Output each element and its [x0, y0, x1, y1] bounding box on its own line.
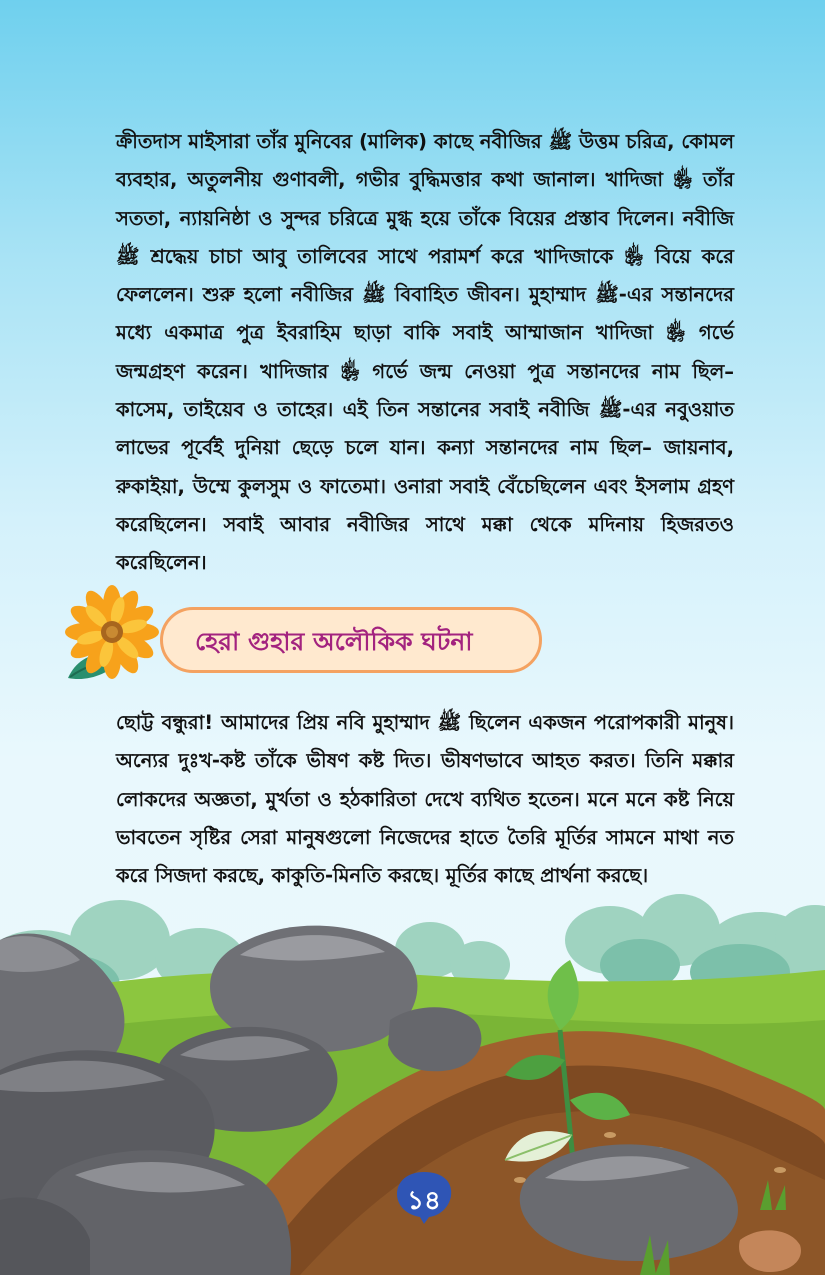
flower-icon [60, 582, 170, 692]
paragraph-1: ক্রীতদাস মাইসারা তাঁর মুনিবের (মালিক) কাছে নবীজির ﷺ উত্তম চরিত্র, কোমল ব্যবহার, অতুলনীয় গুণাবলী, গভীর বুদ্ধিমত্তার কথা জানাল। খাদিজা ﵂ তাঁর সততা, ন্যায়নিষ্ঠা ও সুন্দর চরিত্রে মুগ্ধ হয়ে তাঁকে বিয়ের প্রস্তাব দিলেন। নবীজি ﷺ শ্রদ্ধেয় চাচা আবু তালিবের সাথে পরামর্শ করে খাদিজাকে ﵂ বিয়ে করে ফেললেন। শুরু হলো নবীজির ﷺ বিবাহিত জীবন। মুহাম্মাদ ﷺ-এর সন্তানদের মধ্যে একমাত্র পুত্র ইবরাহিম ছাড়া বাকি সবাই আম্মাজান খাদিজা ﵂ গর্ভে জন্মগ্রহণ করেন। খাদিজার ﵂ গর্ভে জন্ম নেওয়া পুত্র সন্তানদের নাম ছিল– কাসেম, তাইয়েব ও তাহের। এই তিন সন্তানের সবাই নবীজি ﷺ-এর নবুওয়াত লাভের পূর্বেই দুনিয়া ছেড়ে চলে যান। কন্যা সন্তানদের নাম ছিল– জায়নাব, রুকাইয়া, উম্মে কুলসুম ও ফাতেমা। ওনারা সবাই বেঁচেছিলেন এবং ইসলাম গ্রহণ করেছিলেন। সবাই আবার নবীজির সাথে মক্কা থেকে মদিনায় হিজরতও করেছিলেন। [116, 130, 735, 575]
section-heading-text: হেরা গুহার অলৌকিক ঘটনা [195, 627, 473, 656]
section-heading [60, 582, 500, 692]
page-number-badge [393, 1168, 455, 1226]
paragraph-2: ছোট্ট বন্ধুরা! আমাদের প্রিয় নবি মুহাম্মাদ ﷺ ছিলেন একজন পরোপকারী মানুষ। অন্যের দুঃখ-কষ্ট তাঁকে ভীষণ কষ্ট দিত। ভীষণভাবে আহত করত। তিনি মক্কার লোকদের অজ্ঞতা, মুর্খতা ও হঠকারিতা দেখে ব্যথিত হতেন। মনে মনে কষ্ট নিয়ে ভাবতেন সৃষ্টির সেরা মানুষগুলো নিজেদের হাতে তৈরি মূর্তির সামনে মাথা নত করে সিজদা করছে, কাকুতি-মিনতি করছে। মূর্তির কাছে প্রার্থনা করছে। [116, 711, 734, 888]
page-number: ১৪ [407, 1186, 441, 1216]
